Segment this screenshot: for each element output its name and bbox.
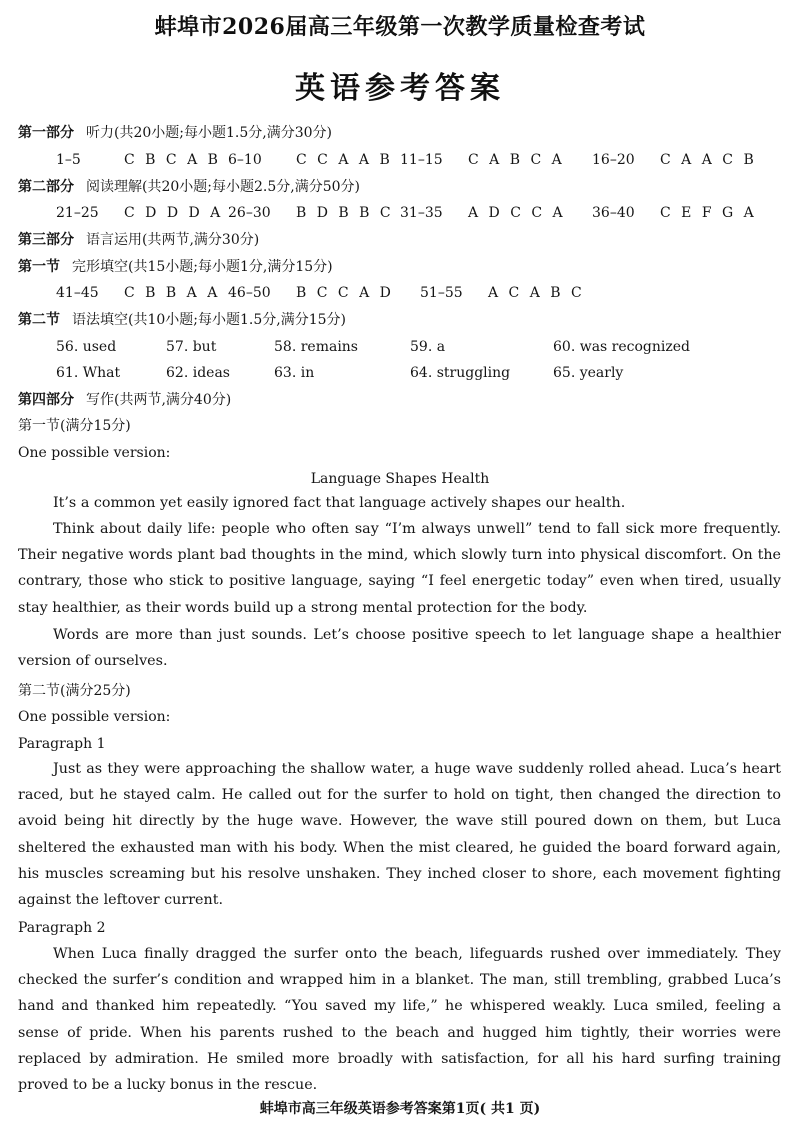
exam-title: 蚌埠市2026届高三年级第一次教学质量检查考试 [154, 14, 646, 40]
essay-paragraph: Words are more than just sounds. Let’s choose positive speech to let language shape a healthier version of ourselves. [18, 627, 781, 670]
part2-heading: 第二部分 [18, 179, 74, 195]
part1-heading-line [18, 123, 332, 143]
continuation-paragraph-1: Just as they were approaching the shallow water, a huge wave suddenly rolled ahead. Luca’s heart raced, but he stayed calm. He called out for the surfer to hold on tight, then changed the direction to avoid being hit directly by the huge wave. However, the wave still poured down on them, but Luca sheltered the exhausted man with his body. When the mist cleared, he guided the board forward again, his muscles screaming but his resolve unshaken. They inched closer to shore, each movement fighting against the leftover current. [18, 761, 781, 909]
grammar-answer: 61. What [56, 365, 121, 381]
part3-section1-heading-line [18, 257, 333, 277]
grammar-answer: 65. yearly [553, 365, 624, 381]
part2-desc: 阅读理解(共20小题;每小题2.5分,满分50分) [86, 179, 360, 195]
part1-answers [56, 150, 757, 170]
part3-section1-heading: 第一节 [18, 259, 60, 275]
part4-desc: 写作(共两节,满分40分) [86, 392, 232, 408]
essay-paragraph: Think about daily life: people who often say “I’m always unwell” tend to fall sick more frequently. Their negative words plant bad thoughts in the mind, which slowly turn into physical discomfort. On the contrary, those who stick to positive language, saying “I feel energetic today” even when tired, usually stay healthier, as their words build up a strong mental protection for the body. [18, 521, 781, 616]
part4-heading: 第四部分 [18, 392, 74, 408]
paragraph-2-label: Paragraph 2 [18, 920, 106, 936]
grammar-answer: 63. in [274, 365, 315, 381]
grammar-answer: 56. used [56, 339, 117, 355]
answer-group: 31–35 A D C C A [400, 205, 566, 221]
version-label: One possible version: [18, 709, 171, 725]
page-footer: 蚌埠市高三年级英语参考答案第1页( 共1 页) [259, 1101, 541, 1117]
paragraph-1-label: Paragraph 1 [18, 736, 106, 752]
answer-group: 46–50 B C C A D [228, 285, 394, 301]
part2-heading-line [18, 177, 360, 197]
part1-desc: 听力(共20小题;每小题1.5分,满分30分) [86, 125, 332, 141]
part3-section2-heading-line [18, 310, 346, 330]
grammar-answer: 60. was recognized [553, 339, 691, 355]
grammar-answer: 64. struggling [410, 365, 511, 381]
essay-paragraph: It’s a common yet easily ignored fact that language actively shapes our health. [53, 495, 626, 511]
part4-section2-heading: 第二节(满分25分) [18, 683, 131, 699]
part4-heading-line [18, 390, 231, 410]
part3-section1-answers [56, 283, 585, 303]
continuation-paragraph-2: When Luca finally dragged the surfer onto the beach, lifeguards rushed over immediately. They checked the surfer’s condition and wrapped him in a blanket. The man, still trembling, grabbed Luca’s hand and thanked him repeatedly. “You saved my life,” he whispered weakly. Luca smiled, feeling a sense of pride. When his parents rushed to the beach and hugged him tightly, their worries were replaced by admiration. He smiled more broadly with satisfaction, for all his hard surfing training proved to be a lucky bonus in the rescue. [18, 946, 781, 1094]
part3-heading: 第三部分 [18, 232, 74, 248]
answer-group: 51–55 A C A B C [420, 285, 585, 301]
part1-heading: 第一部分 [18, 125, 74, 141]
answer-group: 26–30 B D B B C [228, 205, 394, 221]
part2-answers [56, 203, 757, 223]
answer-group: 6–10 C C A A B [228, 152, 393, 168]
grammar-answer: 59. a [410, 339, 446, 355]
answer-group: 1–5 C B C A B [56, 152, 221, 168]
grammar-answer: 57. but [166, 339, 217, 355]
part3-section2-heading: 第二节 [18, 312, 60, 328]
answer-group: 21–25 C D D D A [56, 205, 224, 221]
grammar-answer: 62. ideas [166, 365, 230, 381]
answer-group: 16–20 C A A C B [592, 152, 757, 168]
answer-group: 36–40 C E F G A [592, 205, 757, 221]
grammar-answer: 58. remains [274, 339, 358, 355]
answer-group: 41–45 C B B A A [56, 285, 221, 301]
part4-section1-heading: 第一节(满分15分) [18, 418, 131, 434]
part3-desc: 语言运用(共两节,满分30分) [86, 232, 260, 248]
version-label: One possible version: [18, 445, 171, 461]
answer-group: 11–15 C A B C A [400, 152, 565, 168]
part3-section1-desc: 完形填空(共15小题;每小题1分,满分15分) [72, 259, 333, 275]
essay-title: Language Shapes Health [310, 471, 490, 487]
part3-heading-line [18, 230, 259, 250]
part3-section2-desc: 语法填空(共10小题;每小题1.5分,满分15分) [72, 312, 346, 328]
document-title: 英语参考答案 [295, 71, 505, 106]
